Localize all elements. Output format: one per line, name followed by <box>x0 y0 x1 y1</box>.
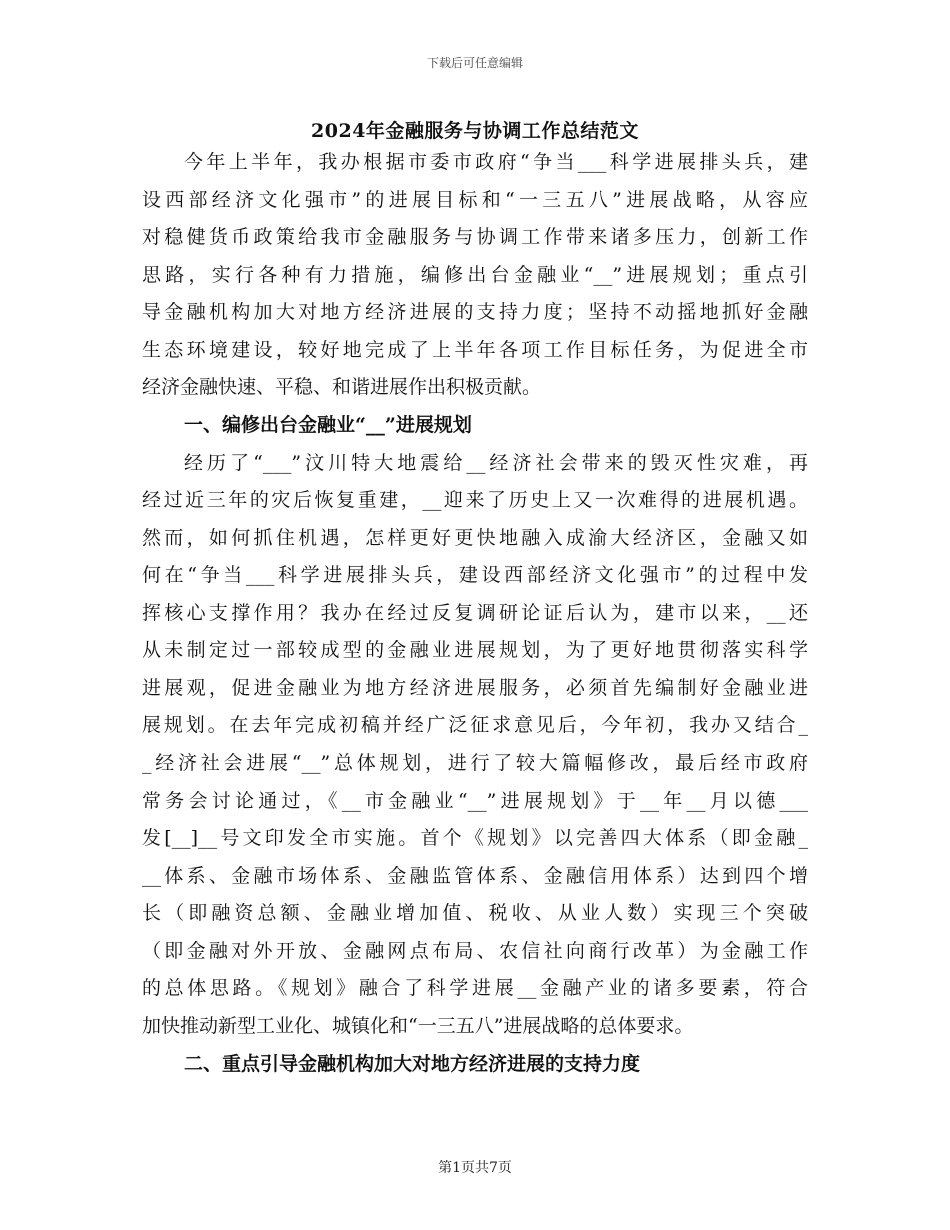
paragraph-2-line: 加快推动新型工业化、城镇化和“一三五八”进展战略的总体要求。 <box>142 1015 694 1037</box>
paragraph-2-line: __体系、金融市场体系、金融监管体系、金融信用体系）达到四个增 <box>142 865 808 887</box>
paragraph-1-line: 导金融机构加大对地方经济进展的支持力度；坚持不动摇地抓好金融 <box>142 301 808 323</box>
paragraph-2-line: 挥核心支撑作用？我办在经过反复调研论证后认为，建市以来，__还 <box>142 602 808 624</box>
paragraph-2-line: 从未制定过一部较成型的金融业进展规划，为了更好地贯彻落实科学 <box>142 639 808 661</box>
paragraph-2-line: 发[__]__号文印发全市实施。首个《规划》以完善四大体系（即金融_ <box>142 827 808 849</box>
paragraph-2-line: 的总体思路。《规划》融合了科学进展__金融产业的诸多要素，符合 <box>142 977 808 999</box>
paragraph-2-line: （即金融对外开放、金融网点布局、农信社向商行改革）为金融工作 <box>142 940 808 962</box>
paragraph-2-line: 然而，如何抓住机遇，怎样更好更快地融入成渝大经济区，金融又如 <box>142 527 808 549</box>
document-title: 2024年金融服务与协调工作总结范文 <box>311 120 639 142</box>
paragraph-2-line: 进展观，促进金融业为地方经济进展服务，必须首先编制好金融业进 <box>142 677 808 699</box>
paragraph-2-line: 长（即融资总额、金融业增加值、税收、从业人数）实现三个突破 <box>142 902 808 924</box>
page-number: 第1页共7页 <box>438 1160 512 1176</box>
paragraph-2-line: 常务会讨论通过，《__市金融业“__”进展规划》于__年__月以德___ <box>142 790 808 812</box>
paragraph-2-line: 展规划。在去年完成初稿并经广泛征求意见后，今年初，我办又结合_ <box>142 714 808 736</box>
section-heading-2: 二、重点引导金融机构加大对地方经济进展的支持力度 <box>184 1053 641 1075</box>
paragraph-1-line: 设西部经济文化强市”的进展目标和“一三五八”进展战略，从容应 <box>142 189 808 211</box>
paragraph-1-line: 思路，实行各种有力措施，编修出台金融业“__”进展规划；重点引 <box>142 264 808 286</box>
paragraph-1-line: 经济金融快速、平稳、和谐进展作出积极贡献。 <box>142 376 542 398</box>
paragraph-1-line: 对稳健货币政策给我市金融服务与协调工作带来诸多压力，创新工作 <box>142 226 808 248</box>
paragraph-1-line: 今年上半年，我办根据市委市政府“争当___科学进展排头兵，建 <box>184 151 808 173</box>
paragraph-2-line: 经历了“___”汶川特大地震给__经济社会带来的毁灭性灾难，再 <box>184 452 808 474</box>
paragraph-2-line: 何在“争当___科学进展排头兵，建设西部经济文化强市”的过程中发 <box>142 564 808 586</box>
section-heading-1: 一、编修出台金融业“__”进展规划 <box>184 414 472 436</box>
paragraph-2-line: 经过近三年的灾后恢复重建，__迎来了历史上又一次难得的进展机遇。 <box>142 489 808 511</box>
paragraph-2-line: _经济社会进展“__”总体规划，进行了较大篇幅修改，最后经市政府 <box>142 752 808 774</box>
paragraph-1-line: 生态环境建设，较好地完成了上半年各项工作目标任务，为促进全市 <box>142 339 808 361</box>
page-header-note: 下载后可任意编辑 <box>426 56 523 70</box>
